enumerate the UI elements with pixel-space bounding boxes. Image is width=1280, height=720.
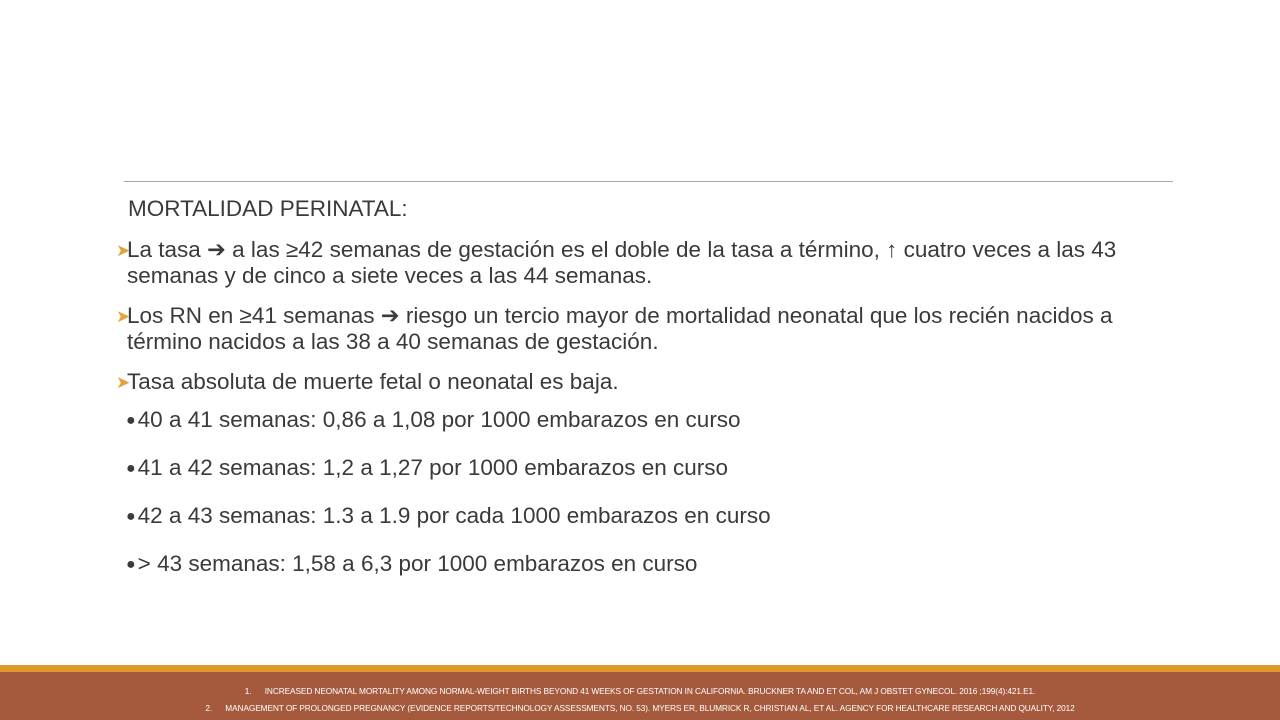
arrow-bullet-icon: ➤ bbox=[116, 373, 131, 392]
reference-2: 2. MANAGEMENT OF PROLONGED PREGNANCY (EVIDENCE REPORTS/TECHNOLOGY ASSESSMENTS, NO. 53). MYERS ER, BLUMRICK R, CHRISTIAN AL, ET AL. AGENCY FOR HEALTHCARE RESEARCH AND QUALITY, 2012 bbox=[205, 703, 1075, 713]
dot-bullet-icon: ● bbox=[126, 460, 136, 477]
bullet-item bbox=[118, 303, 1178, 355]
sub-item bbox=[126, 503, 1178, 532]
slide-body bbox=[118, 196, 1178, 599]
dot-bullet-icon: ● bbox=[126, 556, 136, 573]
bullet-text: Tasa absoluta de muerte fetal o neonatal es baja. bbox=[127, 369, 619, 394]
bullet-text: Los RN en ≥41 semanas ➔ riesgo un tercio mayor de mortalidad neonatal que los recién nacidos a término nacidos a las 38 a 40 semanas de gestación. bbox=[127, 303, 1113, 354]
sub-item bbox=[126, 407, 1178, 436]
dot-bullet-icon: ● bbox=[126, 508, 136, 525]
sub-item bbox=[126, 455, 1178, 484]
sub-item-text: 41 a 42 semanas: 1,2 a 1,27 por 1000 embarazos en curso bbox=[137, 455, 729, 480]
sub-item-text: 40 a 41 semanas: 0,86 a 1,08 por 1000 embarazos en curso bbox=[137, 407, 741, 432]
dot-bullet-icon: ● bbox=[126, 412, 136, 429]
arrow-bullet-icon: ➤ bbox=[116, 241, 131, 260]
sub-item-text: 42 a 43 semanas: 1.3 a 1.9 por cada 1000 embarazos en curso bbox=[137, 503, 771, 528]
sub-item bbox=[126, 551, 1178, 580]
sub-item-text: > 43 semanas: 1,58 a 6,3 por 1000 embarazos en curso bbox=[137, 551, 698, 576]
arrow-bullet-icon: ➤ bbox=[116, 307, 131, 326]
bullet-item bbox=[118, 369, 1178, 395]
section-heading: MORTALIDAD PERINATAL: bbox=[128, 196, 408, 221]
title-divider bbox=[124, 181, 1173, 182]
bullet-text: La tasa ➔ a las ≥42 semanas de gestación es el doble de la tasa a término, ↑ cuatro veces a las 43 semanas y de cinco a siete veces a las 44 semanas. bbox=[127, 237, 1117, 288]
reference-1: 1. INCREASED NEONATAL MORTALITY AMONG NORMAL-WEIGHT BIRTHS BEYOND 41 WEEKS OF GESTATION IN CALIFORNIA. BRUCKNER TA AND ET COL, AM J OBSTET GYNECOL. 2016 ;199(4):421.E1. bbox=[244, 686, 1036, 696]
footer-accent-strip bbox=[0, 665, 1280, 672]
bullet-item bbox=[118, 237, 1178, 289]
